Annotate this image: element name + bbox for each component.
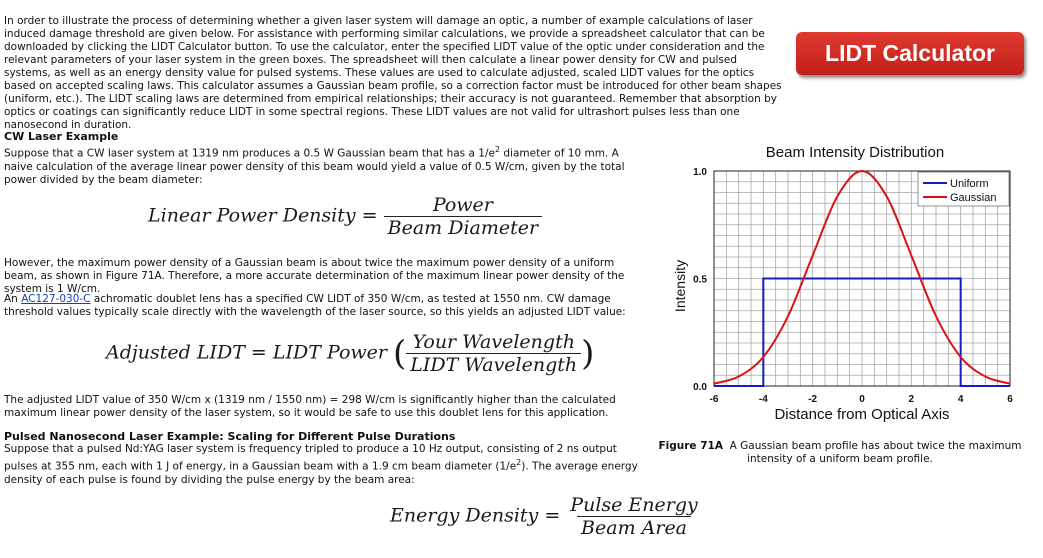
chart-legend <box>918 172 1009 206</box>
adjusted-lidt-equation: Adjusted LIDT = LIDT Power ( $\frac{\text{Your Wavelength}}{\text{LIDT Wavelength}}$ ) <box>106 331 595 376</box>
beam-intensity-chart <box>660 140 1040 430</box>
x-tick-label: 6 <box>1007 394 1013 405</box>
cw-paragraph-1: Suppose that a CW laser system at 1319 nm produces a 0.5 W Gaussian beam that has a $1/e^2$ diameter of 10 mm. A naive calculation of the average linear power density of this beam would yield a value of 0.5 W/cm, given by the total power divided by the beam diameter: <box>4 145 625 186</box>
energy-density-equation: Energy Density = $\frac{\text{Pulse Energy}}{\text{Beam Area}}$ <box>390 494 698 539</box>
y-tick-label: 0.5 <box>693 274 707 286</box>
figure-caption: Figure 71A A Gaussian beam profile has about twice the maximum intensity of a uniform beam profile. <box>658 440 1022 465</box>
intro-paragraph: In order to illustrate the process of determining whether a given laser system will damage an optic, a number of example calculations of laser induced damage threshold are given below. For assistance with performing similar calculations, we provide a spreadsheet calculator that can be downloaded by clicking the LIDT Calculator button. To use the calculator, enter the specified LIDT value of the optic under consideration and the relevant parameters of your laser system in the green boxes. The spreadsheet will then calculate a linear power density for CW and pulsed systems, as well as an energy density value for pulsed systems. These values are used to calculate adjusted, scaled LIDT values for the optics based on accepted scaling laws. This calculator assumes a Gaussian beam profile, so a correction factor must be introduced for other beam shapes (uniform, etc.). The LIDT scaling laws are determined from empirical relationships; their accuracy is not guaranteed. Remember that absorption by optics or coatings can significantly reduce LIDT in some spectral regions. These LIDT values are not valid for ultrashort pulses less than one nanosecond in duration. <box>4 15 782 131</box>
cw-paragraph-2: However, the maximum power density of a Gaussian beam is about twice the maximum power density of a uniform beam, as shown in Figure 71A. Therefore, a more accurate determination of the maximum linear power density of the system is 1 W/cm. <box>4 257 625 295</box>
chart-title: Beam Intensity Distribution <box>765 144 945 161</box>
x-tick-label: -6 <box>709 394 719 405</box>
pulsed-heading: Pulsed Nanosecond Laser Example: Scaling for Different Pulse Durations <box>4 430 456 443</box>
x-tick-label: 2 <box>908 394 915 405</box>
x-tick-label: -4 <box>758 394 768 405</box>
cw-paragraph-4: The adjusted LIDT value of 350 W/cm x (1319 nm / 1550 nm) = 298 W/cm is significantly higher than the calculated maximum linear power density of the laser system, so it would be safe to use this doublet lens for this application. <box>4 394 616 419</box>
x-tick-label: 0 <box>859 394 865 405</box>
cw-heading: CW Laser Example <box>4 130 119 143</box>
legend-label-uniform: Uniform <box>950 178 989 190</box>
x-tick-label: -2 <box>808 394 818 405</box>
y-tick-label: 0.0 <box>693 382 707 393</box>
y-axis-label: Intensity <box>672 259 688 313</box>
x-tick-label: 4 <box>957 394 964 405</box>
y-tick-label: 1.0 <box>693 167 707 178</box>
linear-power-density-equation: Linear Power Density = $\frac{\text{Power}}{\text{Beam Diameter}}$ <box>148 194 542 239</box>
cw-paragraph-3: An AC127-030-C achromatic doublet lens has a specified CW LIDT of 350 W/cm, as tested at 1550 nm. CW damage threshold values typically scale directly with the wavelength of the laser source, so this yields an adjusted LIDT value: <box>4 293 626 318</box>
lidt-calculator-button[interactable]: LIDT Calculator <box>796 32 1024 75</box>
x-axis-label: Distance from Optical Axis <box>774 406 950 423</box>
ac127-030-c-link[interactable]: AC127-030-C <box>21 293 91 305</box>
legend-label-gaussian: Gaussian <box>950 192 997 204</box>
pulsed-paragraph-1: Suppose that a pulsed Nd:YAG laser system is frequency tripled to produce a 10 Hz output, consisting of 2 ns output pulses at 355 nm, each with 1 J of energy, in a Gaussian beam with a 1.9 cm beam diameter $(1/e^2)$. The average energy density of each pulse is found by dividing the pulse energy by the beam area: <box>4 443 638 486</box>
